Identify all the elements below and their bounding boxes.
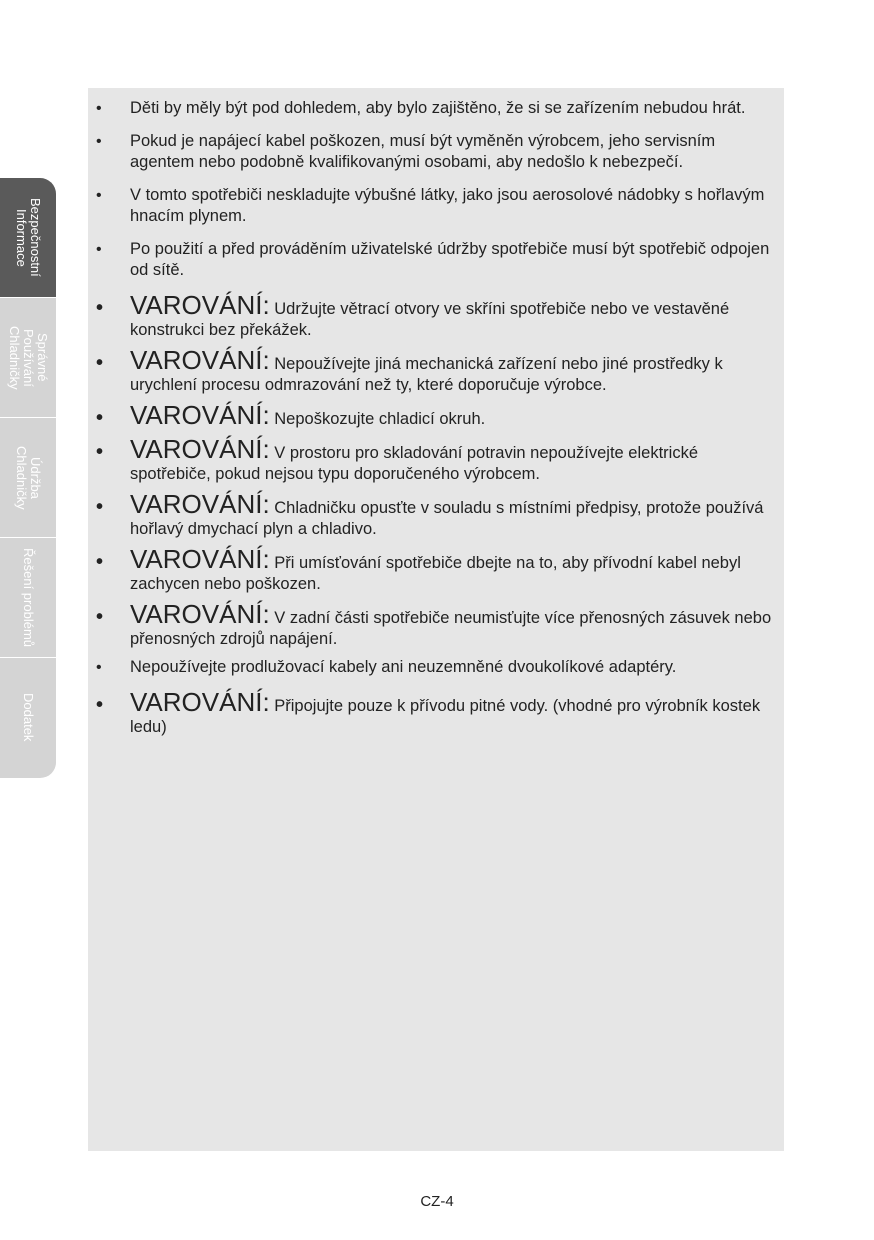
bullet-icon: • <box>96 352 104 374</box>
instruction-text: Chladničku opusťte v souladu s místními předpisy, protože používá hořlavý dmychací plyn a chladivo. <box>130 499 764 538</box>
list-item <box>88 400 784 430</box>
list-item <box>88 687 784 738</box>
tab-label: Dodatek <box>21 693 36 742</box>
bullet-icon: • <box>96 694 104 716</box>
warning-label: VAROVÁNÍ: <box>130 599 270 629</box>
bullet-icon: • <box>96 100 102 117</box>
list-item <box>88 131 784 173</box>
tab-proper-use[interactable] <box>0 298 56 418</box>
tab-label: Řešení problémů <box>21 548 36 647</box>
tab-label: Bezpečnostní Informace <box>14 198 43 277</box>
warning-label: VAROVÁNÍ: <box>130 290 270 320</box>
instruction-text: Nepoužívejte prodlužovací kabely ani neuzemněné dvoukolíkové adaptéry. <box>130 658 677 676</box>
list-item <box>88 290 784 341</box>
tab-troubleshooting[interactable] <box>0 538 56 658</box>
instruction-text: Připojujte pouze k přívodu pitné vody. (vhodné pro výrobník kostek ledu) <box>130 697 761 736</box>
warning-label: VAROVÁNÍ: <box>130 489 270 519</box>
bullet-icon: • <box>96 187 102 204</box>
content-panel <box>88 88 784 1151</box>
tab-label: Údržba Chladničky <box>14 445 43 510</box>
instruction-text: V zadní části spotřebiče neumisťujte více přenosných zásuvek nebo přenosných zdrojů napájení. <box>130 609 772 648</box>
list-item <box>88 345 784 396</box>
instruction-text: Po použití a před prováděním uživatelské údržby spotřebiče musí být spotřebič odpojen od sítě. <box>130 240 770 279</box>
list-item <box>88 489 784 540</box>
list-item <box>88 98 784 119</box>
warning-label: VAROVÁNÍ: <box>130 400 270 430</box>
tab-maintenance[interactable] <box>0 418 56 538</box>
instruction-text: V tomto spotřebiči neskladujte výbušné látky, jako jsou aerosolové nádobky s hořlavým hnacím plynem. <box>130 186 765 225</box>
section-tabs <box>0 178 56 778</box>
instruction-text: Nepoužívejte jiná mechanická zařízení nebo jiné prostředky k urychlení procesu odmrazování než ty, které doporučuje výrobce. <box>130 355 723 394</box>
instruction-text: Nepoškozujte chladicí okruh. <box>274 410 486 428</box>
instruction-text: V prostoru pro skladování potravin nepoužívejte elektrické spotřebiče, pokud nejsou typu doporučeného výrobcem. <box>130 444 698 483</box>
safety-instructions-list <box>88 98 784 745</box>
bullet-icon: • <box>96 133 102 150</box>
list-item <box>88 434 784 485</box>
page-number: CZ-4 <box>420 1193 454 1210</box>
tab-safety-information[interactable] <box>0 178 56 298</box>
bullet-icon: • <box>96 551 104 573</box>
bullet-icon: • <box>96 441 104 463</box>
bullet-icon: • <box>96 659 102 676</box>
warning-label: VAROVÁNÍ: <box>130 345 270 375</box>
instruction-text: Udržujte větrací otvory ve skříni spotřebiče nebo ve vestavěné konstrukci bez překážek. <box>130 300 730 339</box>
bullet-icon: • <box>96 407 104 429</box>
tab-label: Správné Používání Chladničky <box>7 325 50 390</box>
instruction-text: Pokud je napájecí kabel poškozen, musí být vyměněn výrobcem, jeho servisním agentem nebo podobně kvalifikovanými osobami, aby nedošlo k nebezpečí. <box>130 132 716 171</box>
warning-label: VAROVÁNÍ: <box>130 544 270 574</box>
list-item <box>88 239 784 281</box>
instruction-text: Děti by měly být pod dohledem, aby bylo zajištěno, že si se zařízením nebudou hrát. <box>130 99 746 117</box>
tab-appendix[interactable] <box>0 658 56 777</box>
list-item <box>88 657 784 678</box>
bullet-icon: • <box>96 496 104 518</box>
list-item <box>88 544 784 595</box>
bullet-icon: • <box>96 606 104 628</box>
list-item <box>88 185 784 227</box>
warning-label: VAROVÁNÍ: <box>130 687 270 717</box>
instruction-text: Při umísťování spotřebiče dbejte na to, aby přívodní kabel nebyl zachycen nebo poškozen. <box>130 554 741 593</box>
warning-label: VAROVÁNÍ: <box>130 434 270 464</box>
bullet-icon: • <box>96 241 102 258</box>
bullet-icon: • <box>96 297 104 319</box>
list-item <box>88 599 784 650</box>
